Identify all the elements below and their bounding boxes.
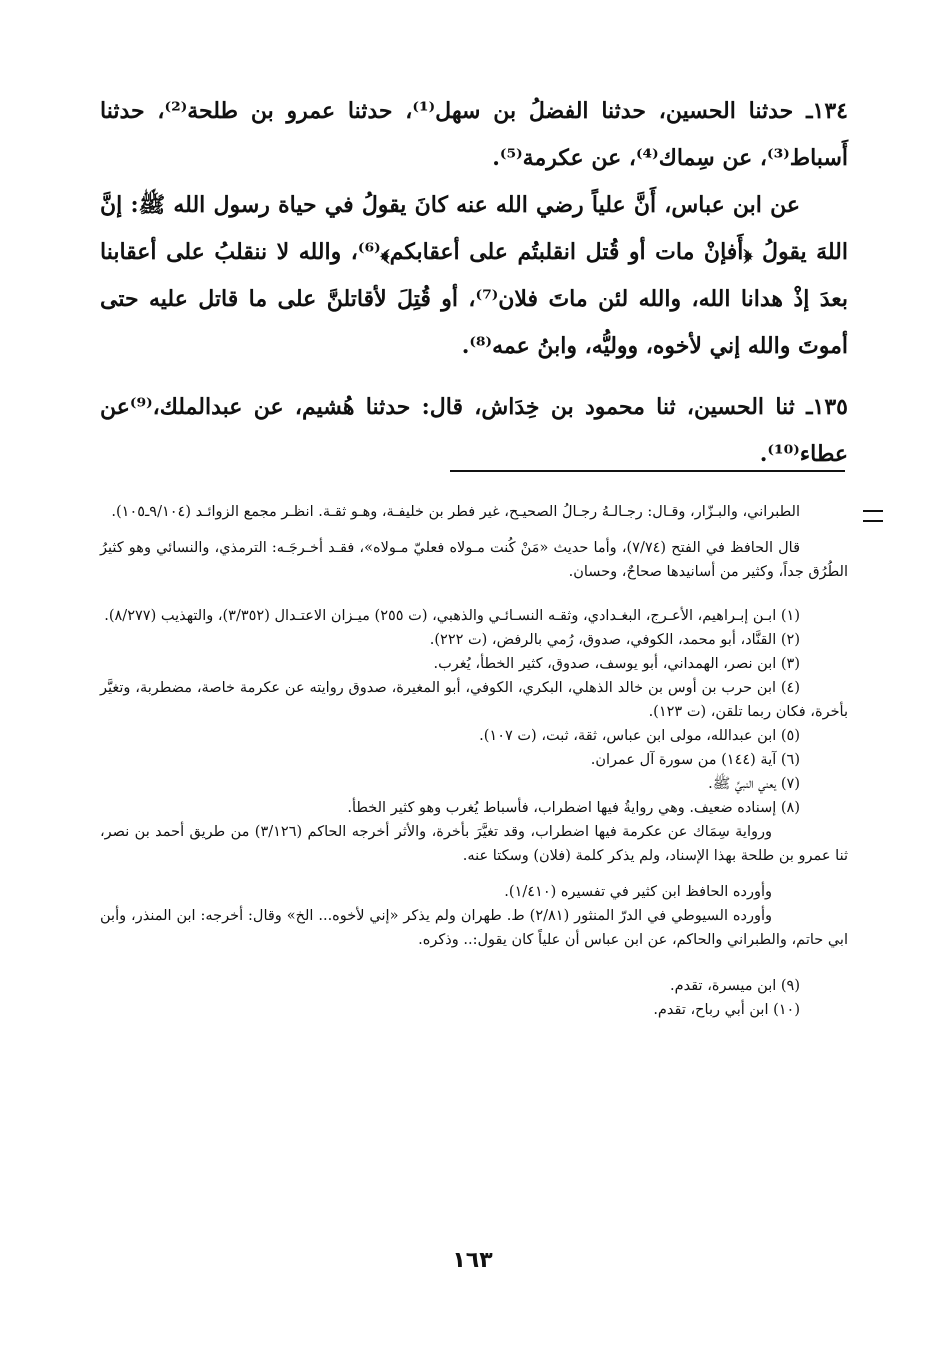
footnote-separator	[450, 470, 845, 472]
footnote-3: (٣) ابن نصر، الهمداني، أبو يوسف، صدوق، كثير الخطأ، يُغرب.	[433, 656, 800, 672]
hadith-134-text: عن ابن عباس، أَنَّ علياً رضي الله عنه كانَ يقولُ في حياة رسول الله ﷺ: إنَّ اللهَ يقولُ ﴿أَفإنْ مات أو قُتل انقلبتُم على أعقابكم﴾⁽⁶⁾، والله لا ننقلبُ على أعقابنا بعدَ إذْ هدانا الله، والله لئن ماتَ فلان⁽⁷⁾، أو قُتِلَ لأقاتلنَّ على ما قاتل عليه حتى أموتَ والله إني لأخوه، ووليُّه، وابنُ عمه⁽⁸⁾.	[100, 192, 848, 359]
hadith-134-chain: ١٣٤ـ حدثنا الحسين، حدثنا الفضلُ بن سهل⁽¹⁾، حدثنا عمرو بن طلحة⁽²⁾، حدثنا أَسباط⁽³⁾، عن سِماك⁽⁴⁾، عن عكرمة⁽⁵⁾.	[100, 98, 848, 171]
footnote-9: (٩) ابن ميسرة، تقدم.	[670, 978, 800, 994]
footnote-8-ibn-kathir: وأورده الحافظ ابن كثير في تفسيره (١/٤١٠).	[504, 884, 772, 900]
footnote-7: (٧) يعني النبيَّ ﷺ.	[708, 776, 800, 792]
hadith-135-chain: ١٣٥ـ ثنا الحسين، ثنا محمود بن خِدَاش، قال: حدثنا هُشيم، عن عبدالملك،⁽⁹⁾عن عطاء⁽¹⁰⁾.	[100, 394, 848, 467]
footnote-1: (١) ابـن إبـراهيم، الأعـرج، البغـدادي، وثقـه النسـائـي والذهبي، (ت ٢٥٥) ميـزان الاعتـدال (٣/٣٥٢)، والتهذيب (٨/٢٧٧).	[104, 608, 800, 624]
footnote-5: (٥) ابن عبدالله، مولى ابن عباس، ثقة، ثبت، (ت ١٠٧).	[479, 728, 800, 744]
footnote-10: (١٠) ابن أبي رباح، تقدم.	[653, 1002, 800, 1018]
main-text	[100, 88, 848, 478]
footnote-continued-2: قال الحافظ في الفتح (٧/٧٤)، وأما حديث «مَنْ كُنت مـولاه فعليّ مـولاه»، فقـد أخـرجَـه: الترمذي، والنسائي وهو كثيرُ الطُرُق جداً، وكثير من أسانيدها صحاحٌ، وحسان.	[100, 540, 848, 580]
page-number: ١٦٣	[452, 1248, 493, 1273]
footnote-8: (٨) إسناده ضعيف. وهي روايةُ فيها اضطراب، فأسباط يُغرب وهو كثير الخطأ.	[347, 800, 800, 816]
footnote-8-continued: ورواية سِمَاك عن عكرمة فيها اضطراب، وقد تغيَّرَ بأخرة، والأثر أخرجه الحاكم (٣/١٢٦) من طريق أحمد بن نصر، ثنا عمرو بن طلحة بهذا الإسناد، ولم يذكر كلمة (فلان) وسكتا عنه.	[100, 824, 848, 864]
footnote-2: (٢) القنَّاد، أبو محمد، الكوفي، صدوق، رُمي بالرفض، (ت ٢٢٢).	[429, 632, 800, 648]
footnotes	[100, 500, 848, 1022]
footnote-6: (٦) آية (١٤٤) من سورة آل عمران.	[590, 752, 800, 768]
footnote-continued-1: الطبراني، والبـزّار، وقـال: رجـالـهُ رجـالُ الصحيـح، غير فطر بن خليفـة، وهـو ثقـة. انظـر مجمع الزوائـد (٩/١٠٤ـ١٠٥).	[111, 504, 800, 520]
footnote-4: (٤) ابن حرب بن أوس بن خالد الذهلي، البكري، الكوفي، أبو المغيرة، صدوق روايته عن عكرمة خاصة، مضطربة، وتغيَّر بأخرة، فكان ربما تلقن، (ت ١٢٣).	[100, 680, 848, 720]
continuation-mark-icon	[863, 510, 883, 522]
footnote-8-suyuti: وأورده السيوطي في الدرّ المنثور (٢/٨١) ط. طهران ولم يذكر «إني لأخوه... الخ» وقال: أخرجه: ابن المنذر، وأبن ابي حاتم، والطبراني والحاكم، عن ابن عباس أن علياً كان يقول:.. وذكره.	[100, 908, 848, 948]
